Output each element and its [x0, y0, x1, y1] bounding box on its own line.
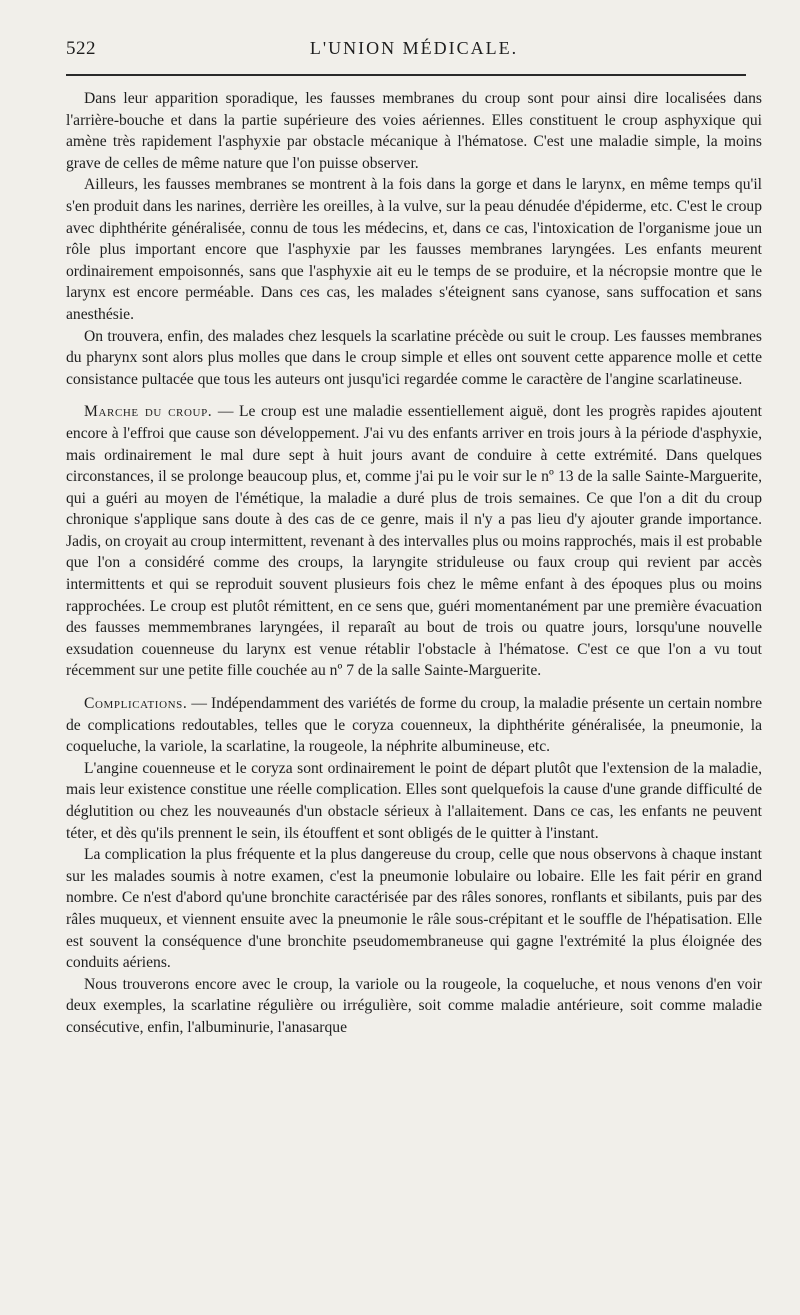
paragraph-text: — Le croup est une maladie essentiellement aiguë, dont les progrès rapides ajoutent encore à l'effroi que cause son développement. J'ai vu des enfants arriver en trois jours à la période d'asphyxie, mais ordinairement le mal dure sept à huit jours avant de conduire à cette extrémité. Dans quelques circonstances, il se prolonge beaucoup plus, et, comme j'ai pu le voir sur le nº 13 de la salle Sainte-Marguerite, qui a guéri au moyen de l'émétique, la maladie a duré plus de trois semaines. Ce que l'on a dit du croup chronique s'applique sans doute à des cas de ce genre, mais il n'y a pas lieu d'y ajouter grande importance. Jadis, on croyait au croup intermittent, revenant à des intervalles plus ou moins rapprochés, mais il est probable que l'on a considéré comme des croups, la laryngite striduleuse ou faux croup qui revient par accès intermittents et qui se reproduit souvent plusieurs fois chez le même enfant à des époques plus ou moins rapprochées. Le croup est plutôt rémittent, en ce sens que, guéri momentanément par une première évacuation des fausses memmembranes laryngées, il reparaît au bout de trois ou quatre jours, lorsqu'une nouvelle exsudation couenneuse du larynx est venue rétablir l'obstacle à l'hématose. C'est ce que l'on a vu tout récemment sur une petite fille couchée au nº 7 de la salle Sainte-Marguerite. — [66, 403, 762, 680]
running-head — [66, 38, 762, 64]
paragraph-text: Nous trouverons encore avec le croup, la variole ou la rougeole, la coqueluche, et nous venons d'en voir deux exemples, la scarlatine régulière ou irrégulière, soit comme maladie antérieure, soit comme maladie consécutive, enfin, l'albuminurie, l'anasarque — [66, 975, 762, 1036]
paragraph — [66, 326, 762, 391]
header-rule — [66, 74, 746, 76]
section-paragraph-complications — [66, 693, 762, 758]
journal-title: L'UNION MÉDICALE. — [309, 38, 519, 58]
paragraph-text: L'angine couenneuse et le coryza sont ordinairement le point de départ plutôt que l'extension de la maladie, mais leur existence constitue une réelle complication. Elles sont quelquefois la cause d'une grande difficulté de déglutition ou chez les nouveaunés d'un obstacle sérieux à l'allaitement. Dans ce cas, les enfants ne peuvent téter, et dès qu'ils prennent le sein, ils étouffent et sont obligés de le quitter à l'instant. — [66, 759, 762, 842]
paragraph-text: On trouvera, enfin, des malades chez lesquels la scarlatine précède ou suit le croup. Les fausses membranes du pharynx sont alors plus molles que dans le croup simple et elles ont souvent cette apparence molle et cette consistance pultacée que tous les auteurs ont jusqu'ici regardée comme le caractère de l'angine scarlatineuse. — [66, 327, 762, 388]
paragraph — [66, 88, 762, 174]
paragraph-text: — Indépendamment des variétés de forme du croup, la maladie présente un certain nombre de complications redoutables, telles que le coryza couenneux, la diphthérite généralisée, la pneumonie, la coqueluche, la variole, la scarlatine, la rougeole, la néphrite albumineuse, etc. — [66, 695, 762, 756]
paragraph-text: Dans leur apparition sporadique, les fausses membranes du croup sont pour ainsi dire localisées dans l'arrière-bouche et dans la partie supérieure des voies aériennes. Elles constituent le croup asphyxique qui amène très rapidement l'asphyxie par obstacle mécanique à l'hématose. C'est une maladie simple, la moins grave de celles de même nature que l'on puisse observer. — [66, 90, 762, 172]
paragraph-text: La complication la plus fréquente et la plus dangereuse du croup, celle que nous observons à chaque instant sur les malades soumis à notre examen, c'est la pneumonie lobulaire ou lobaire. Elle les fait périr en grand nombre. Ce n'est d'abord qu'une bronchite caractérisée par des râles sonores, ronflants et sibilants, puis par des râles muqueux, et viennent ensuite avec la pneumonie le râle sous-crépitant et le souffle de l'hépatisation. Elle est souvent la conséquence d'une bronchite pseudomembraneuse qui gagne l'extrémité la plus éloignée des conduits aériens. — [66, 846, 762, 972]
section-heading: Marche du croup. — [84, 403, 213, 421]
section-paragraph-marche — [66, 401, 762, 682]
article-body — [66, 88, 762, 1039]
paragraph — [66, 844, 762, 974]
section-heading: Complications. — [84, 695, 188, 713]
paragraph — [66, 974, 762, 1039]
paragraph — [66, 758, 762, 844]
page-number: 522 — [66, 38, 96, 59]
paragraph-text: Ailleurs, les fausses membranes se montrent à la fois dans la gorge et dans le larynx, en même temps qu'il s'en produit dans les narines, derrière les oreilles, à la vulve, sur la peau dénudée d'épiderme, etc. C'est le croup avec diphthérite généralisée, connu de tous les médecins, et, dans ce cas, l'intoxication de l'organisme joue un rôle plus important encore que l'asphyxie par les fausses membranes laryngées. Les enfants meurent ordinairement empoisonnés, sans que l'asphyxie ait eu le temps de se produire, et la nécropsie montre que le larynx est encore perméable. Dans ces cas, les malades s'éteignent sans cyanose, sans suffocation et sans anesthésie. — [66, 176, 762, 323]
paragraph — [66, 174, 762, 325]
